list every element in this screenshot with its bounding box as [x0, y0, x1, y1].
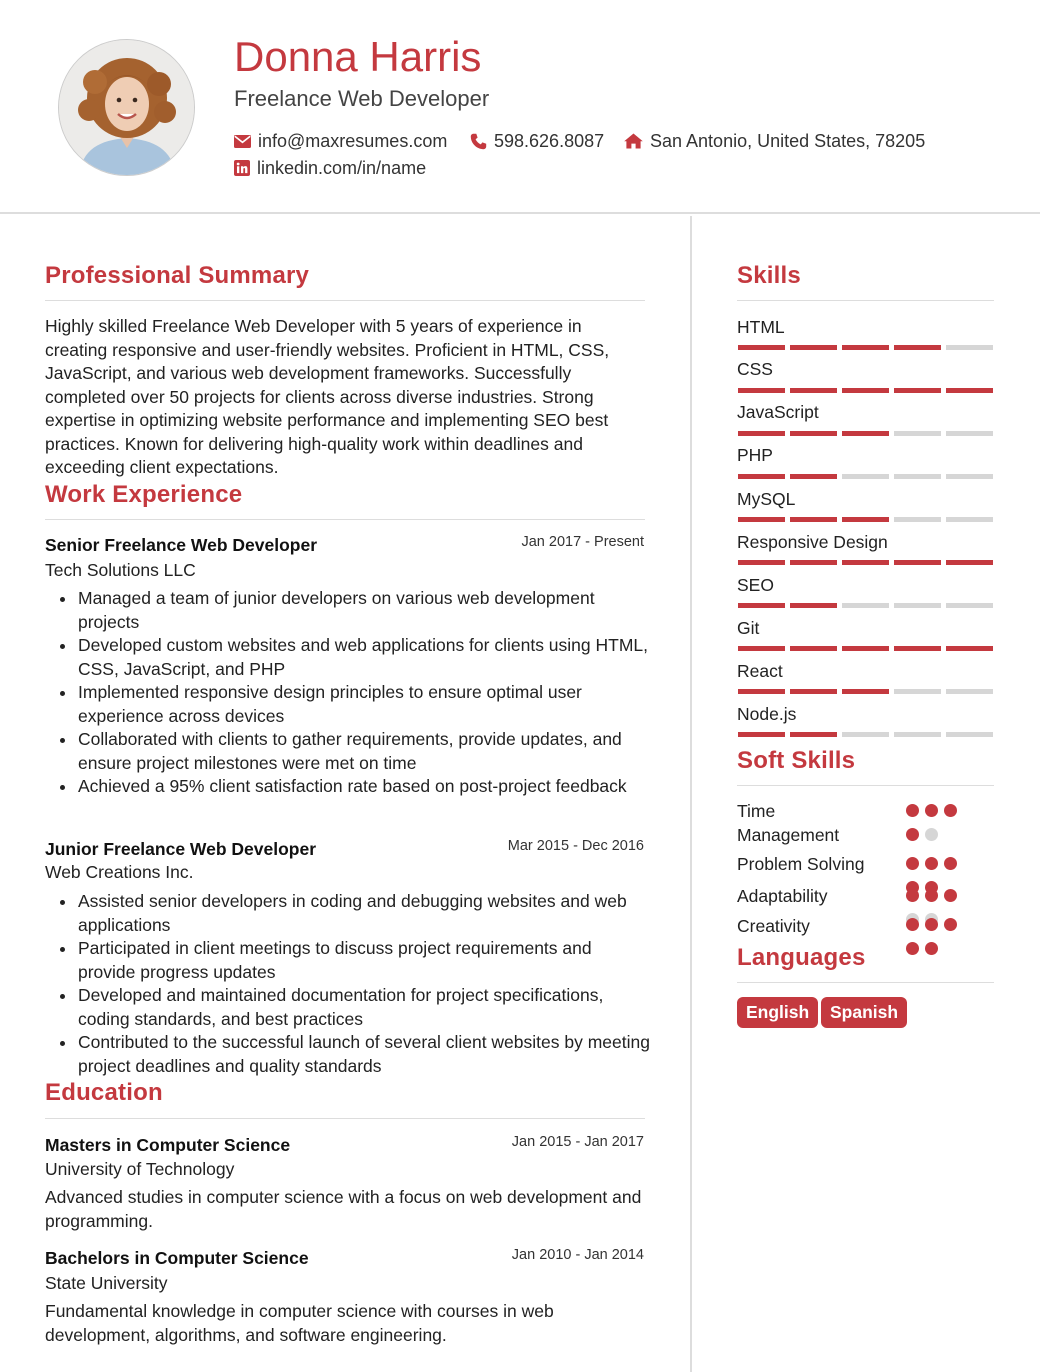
job-company: Tech Solutions LLC: [45, 560, 196, 580]
degree-description: Advanced studies in computer science with a focus on web development and programming.: [45, 1187, 642, 1231]
home-icon: [624, 133, 643, 149]
skill-level-segment: [894, 388, 941, 393]
skill-level-segment: [790, 646, 837, 651]
experience-heading: Work Experience: [45, 481, 243, 508]
degree-name: Bachelors in Computer Science: [45, 1248, 309, 1268]
experience-rule: [45, 519, 645, 520]
rating-dot: [925, 918, 938, 931]
degree-description: Fundamental knowledge in computer science with courses in web development, algorithms, and software engineering.: [45, 1301, 554, 1345]
skill-level-bar: [738, 732, 993, 737]
skill-level-segment: [738, 345, 785, 350]
rating-dot: [925, 889, 938, 902]
contact-phone[interactable]: [470, 130, 604, 152]
profile-photo: [58, 39, 195, 176]
bullet-item: Developed custom websites and web applications for clients using HTML, CSS, JavaScript, and PHP: [45, 634, 650, 681]
skill-level-segment: [790, 517, 837, 522]
skill-name: Git: [737, 618, 760, 638]
skill-level-segment: [946, 560, 993, 565]
rating-dot: [925, 804, 938, 817]
rating-dot: [906, 889, 919, 902]
skill-level-segment: [894, 646, 941, 651]
skill-level-segment: [738, 560, 785, 565]
soft-skills-heading: Soft Skills: [737, 747, 856, 774]
rating-dot: [906, 857, 919, 870]
summary-text: Highly skilled Freelance Web Developer with 5 years of experience in creating responsive and user-friendly websites. Proficient in HTML, CSS, JavaScript, and various web development frameworks. Successfully completed over 50 projects for clients across diverse industries. Strong expertise in optimizing website performance and implementing SEO best practices. Known for delivering high-quality work within deadlines and exceeding client expectations.: [45, 316, 610, 477]
job-role: Senior Freelance Web Developer: [45, 535, 318, 555]
skill-level-bar: [738, 517, 993, 522]
job-date: Jan 2017 - Present: [521, 534, 644, 550]
phone-text: 598.626.8087: [494, 131, 605, 151]
bullet-item: Developed and maintained documentation for project specifications, coding standards, and best practices: [45, 984, 650, 1031]
skills-heading: Skills: [737, 262, 801, 289]
rating-dot: [944, 889, 957, 902]
skill-level-bar: [738, 431, 993, 436]
skill-level-segment: [842, 474, 889, 479]
skill-level-segment: [946, 474, 993, 479]
skill-level-segment: [946, 732, 993, 737]
bullet-item: Implemented responsive design principles to ensure optimal user experience across devices: [45, 681, 650, 728]
skill-level-segment: [842, 388, 889, 393]
skill-level-bar: [738, 388, 993, 393]
skill-level-segment: [738, 689, 785, 694]
job-role: Junior Freelance Web Developer: [45, 839, 317, 859]
envelope-icon: [234, 135, 251, 148]
contact-location: [624, 130, 925, 152]
skill-level-segment: [738, 603, 785, 608]
resume-header: [0, 0, 1040, 214]
skill-level-segment: [738, 732, 785, 737]
skill-level-segment: [842, 689, 889, 694]
skill-level-segment: [894, 345, 941, 350]
skill-level-bar: [738, 603, 993, 608]
skill-level-segment: [894, 603, 941, 608]
rating-dot: [906, 942, 919, 955]
rating-dot: [944, 857, 957, 870]
skill-level-segment: [790, 560, 837, 565]
school-name: University of Technology: [45, 1159, 235, 1179]
skill-name: Node.js: [737, 704, 797, 724]
linkedin-text: linkedin.com/in/name: [257, 158, 427, 178]
phone-icon: [470, 133, 487, 150]
skills-rule: [737, 300, 994, 301]
location-text: San Antonio, United States, 78205: [650, 131, 926, 151]
skill-name: MySQL: [737, 489, 796, 509]
skill-level-segment: [946, 517, 993, 522]
skill-level-segment: [946, 603, 993, 608]
skill-level-segment: [790, 474, 837, 479]
bullet-item: Managed a team of junior developers on various web development projects: [45, 587, 650, 634]
skill-level-segment: [790, 345, 837, 350]
skill-level-segment: [790, 603, 837, 608]
skill-level-segment: [738, 431, 785, 436]
skill-level-segment: [842, 560, 889, 565]
linkedin-icon: [234, 160, 250, 176]
skill-level-segment: [894, 689, 941, 694]
degree-name: Masters in Computer Science: [45, 1135, 291, 1155]
soft-skill-name: Adaptability: [737, 886, 828, 906]
skill-level-bar: [738, 689, 993, 694]
skill-level-segment: [894, 560, 941, 565]
skill-level-bar: [738, 474, 993, 479]
skill-name: Responsive Design: [737, 532, 888, 552]
rating-dot: [925, 857, 938, 870]
skill-level-segment: [842, 431, 889, 436]
skill-level-bar: [738, 646, 993, 651]
degree-date: Jan 2010 - Jan 2014: [511, 1247, 644, 1263]
summary-heading: Professional Summary: [45, 262, 310, 289]
candidate-title: Freelance Web Developer: [234, 86, 490, 111]
skill-level-segment: [946, 646, 993, 651]
job-bullets: [45, 890, 650, 1078]
bullet-item: Participated in client meetings to discuss project requirements and provide progress updates: [45, 937, 650, 984]
job-bullets: [45, 587, 650, 799]
skill-name: React: [737, 661, 783, 681]
bullet-item: Assisted senior developers in coding and debugging websites and web applications: [45, 890, 650, 937]
column-divider: [690, 216, 692, 1372]
education-rule: [45, 1118, 645, 1119]
language-tag: Spanish: [821, 997, 907, 1028]
language-tag: English: [737, 997, 818, 1028]
school-name: State University: [45, 1273, 168, 1293]
skill-level-segment: [842, 517, 889, 522]
skill-name: SEO: [737, 575, 774, 595]
soft-skill-name: Time Management: [737, 801, 840, 845]
skill-level-segment: [842, 603, 889, 608]
skill-level-segment: [946, 431, 993, 436]
skill-level-segment: [946, 689, 993, 694]
skill-level-segment: [738, 388, 785, 393]
skill-level-segment: [790, 388, 837, 393]
bullet-item: Achieved a 95% client satisfaction rate based on post-project feedback: [45, 775, 650, 799]
bullet-item: Contributed to the successful launch of several client websites by meeting project deadlines and quality standards: [45, 1031, 650, 1078]
rating-dot: [944, 918, 957, 931]
soft-skill-name: Problem Solving: [737, 854, 865, 874]
skill-name: PHP: [737, 445, 773, 465]
summary-rule: [45, 300, 645, 301]
skill-level-segment: [738, 517, 785, 522]
rating-dot: [925, 828, 938, 841]
skill-level-segment: [894, 474, 941, 479]
contact-email[interactable]: [234, 130, 447, 152]
soft-skill-rating: [906, 804, 978, 841]
soft-skill-rating: [906, 918, 978, 955]
education-heading: Education: [45, 1079, 163, 1106]
rating-dot: [944, 804, 957, 817]
languages-rule: [737, 982, 994, 983]
job-date: Mar 2015 - Dec 2016: [507, 838, 644, 854]
email-text: info@maxresumes.com: [258, 131, 448, 151]
skill-level-segment: [946, 345, 993, 350]
skill-level-segment: [894, 517, 941, 522]
skill-level-segment: [738, 474, 785, 479]
skill-level-bar: [738, 560, 993, 565]
rating-dot: [925, 942, 938, 955]
skill-level-segment: [946, 388, 993, 393]
skill-level-segment: [894, 431, 941, 436]
soft-skills-rule: [737, 785, 994, 786]
rating-dot: [906, 828, 919, 841]
profile-photo-illustration: [59, 40, 195, 176]
rating-dot: [906, 918, 919, 931]
languages-heading: Languages: [737, 944, 866, 971]
job-company: Web Creations Inc.: [45, 862, 194, 882]
skill-name: HTML: [737, 317, 785, 337]
skill-level-segment: [790, 689, 837, 694]
degree-date: Jan 2015 - Jan 2017: [511, 1134, 644, 1150]
skill-level-segment: [842, 345, 889, 350]
skill-level-segment: [790, 431, 837, 436]
skill-level-segment: [894, 732, 941, 737]
skill-level-segment: [842, 646, 889, 651]
bullet-item: Collaborated with clients to gather requirements, provide updates, and ensure project milestones were met on time: [45, 728, 650, 775]
contact-linkedin[interactable]: [234, 157, 426, 179]
rating-dot: [906, 804, 919, 817]
skill-level-bar: [738, 345, 993, 350]
skill-level-segment: [738, 646, 785, 651]
skill-name: CSS: [737, 359, 773, 379]
candidate-name: Donna Harris: [234, 33, 482, 80]
skill-name: JavaScript: [737, 402, 819, 422]
soft-skill-name: Creativity: [737, 916, 810, 936]
skill-level-segment: [790, 732, 837, 737]
skill-level-segment: [842, 732, 889, 737]
